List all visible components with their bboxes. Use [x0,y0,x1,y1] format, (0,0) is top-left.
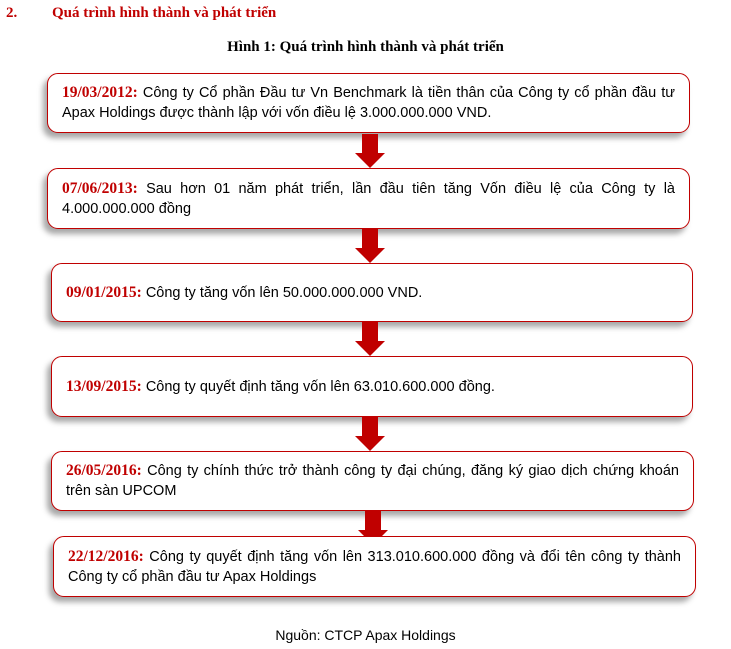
timeline-event [47,73,690,133]
event-text: Công ty quyết định tăng vốn lên 63.010.600.000 đồng. [141,378,495,395]
event-text: Công ty chính thức trở thành công ty đại chúng, đăng ký giao dịch chứng khoán trên sàn UPCOM [66,463,679,499]
event-text: Sau hơn 01 năm phát triển, lần đầu tiên tăng Vốn điều lệ của Công ty là 4.000.000.000 đồng [62,180,675,217]
section-heading [6,5,276,22]
event-text: Công ty tăng vốn lên 50.000.000.000 VND. [141,284,423,301]
event-separator: : [132,179,138,197]
event-separator: : [132,84,138,101]
timeline-event [47,168,690,229]
down-arrow-icon [355,134,385,168]
event-date: 13/09/2015 [66,377,137,395]
event-separator: : [136,462,142,479]
event-text: Công ty Cổ phần Đầu tư Vn Benchmark là tiền thân của Công ty cổ phần đầu tư Apax Holdings được thành lập với vốn điều lệ 3.000.000.000 VND. [62,85,675,121]
event-date: 07/06/2013 [62,179,133,197]
event-date: 19/03/2012 [62,84,133,101]
section-number: 2. [6,5,18,21]
timeline-event [51,356,693,417]
timeline-event [53,536,696,597]
figure-title: Hình 1: Quá trình hình thành và phát triển [227,39,504,55]
event-date: 22/12/2016 [68,547,139,565]
event-date: 26/05/2016 [66,462,137,479]
timeline-event [51,451,694,511]
down-arrow-icon [355,229,385,263]
event-text: Công ty quyết định tăng vốn lên 313.010.600.000 đồng và đổi tên công ty thành Công ty cổ phần đầu tư Apax Holdings [68,548,681,585]
down-arrow-icon [355,417,385,451]
event-separator: : [136,377,142,395]
figure-source: Nguồn: CTCP Apax Holdings [275,627,456,643]
event-separator: : [136,283,142,301]
down-arrow-icon [355,322,385,356]
event-date: 09/01/2015 [66,283,137,301]
section-title: Quá trình hình thành và phát triển [52,5,277,21]
timeline-event [51,263,693,322]
event-separator: : [138,547,144,565]
